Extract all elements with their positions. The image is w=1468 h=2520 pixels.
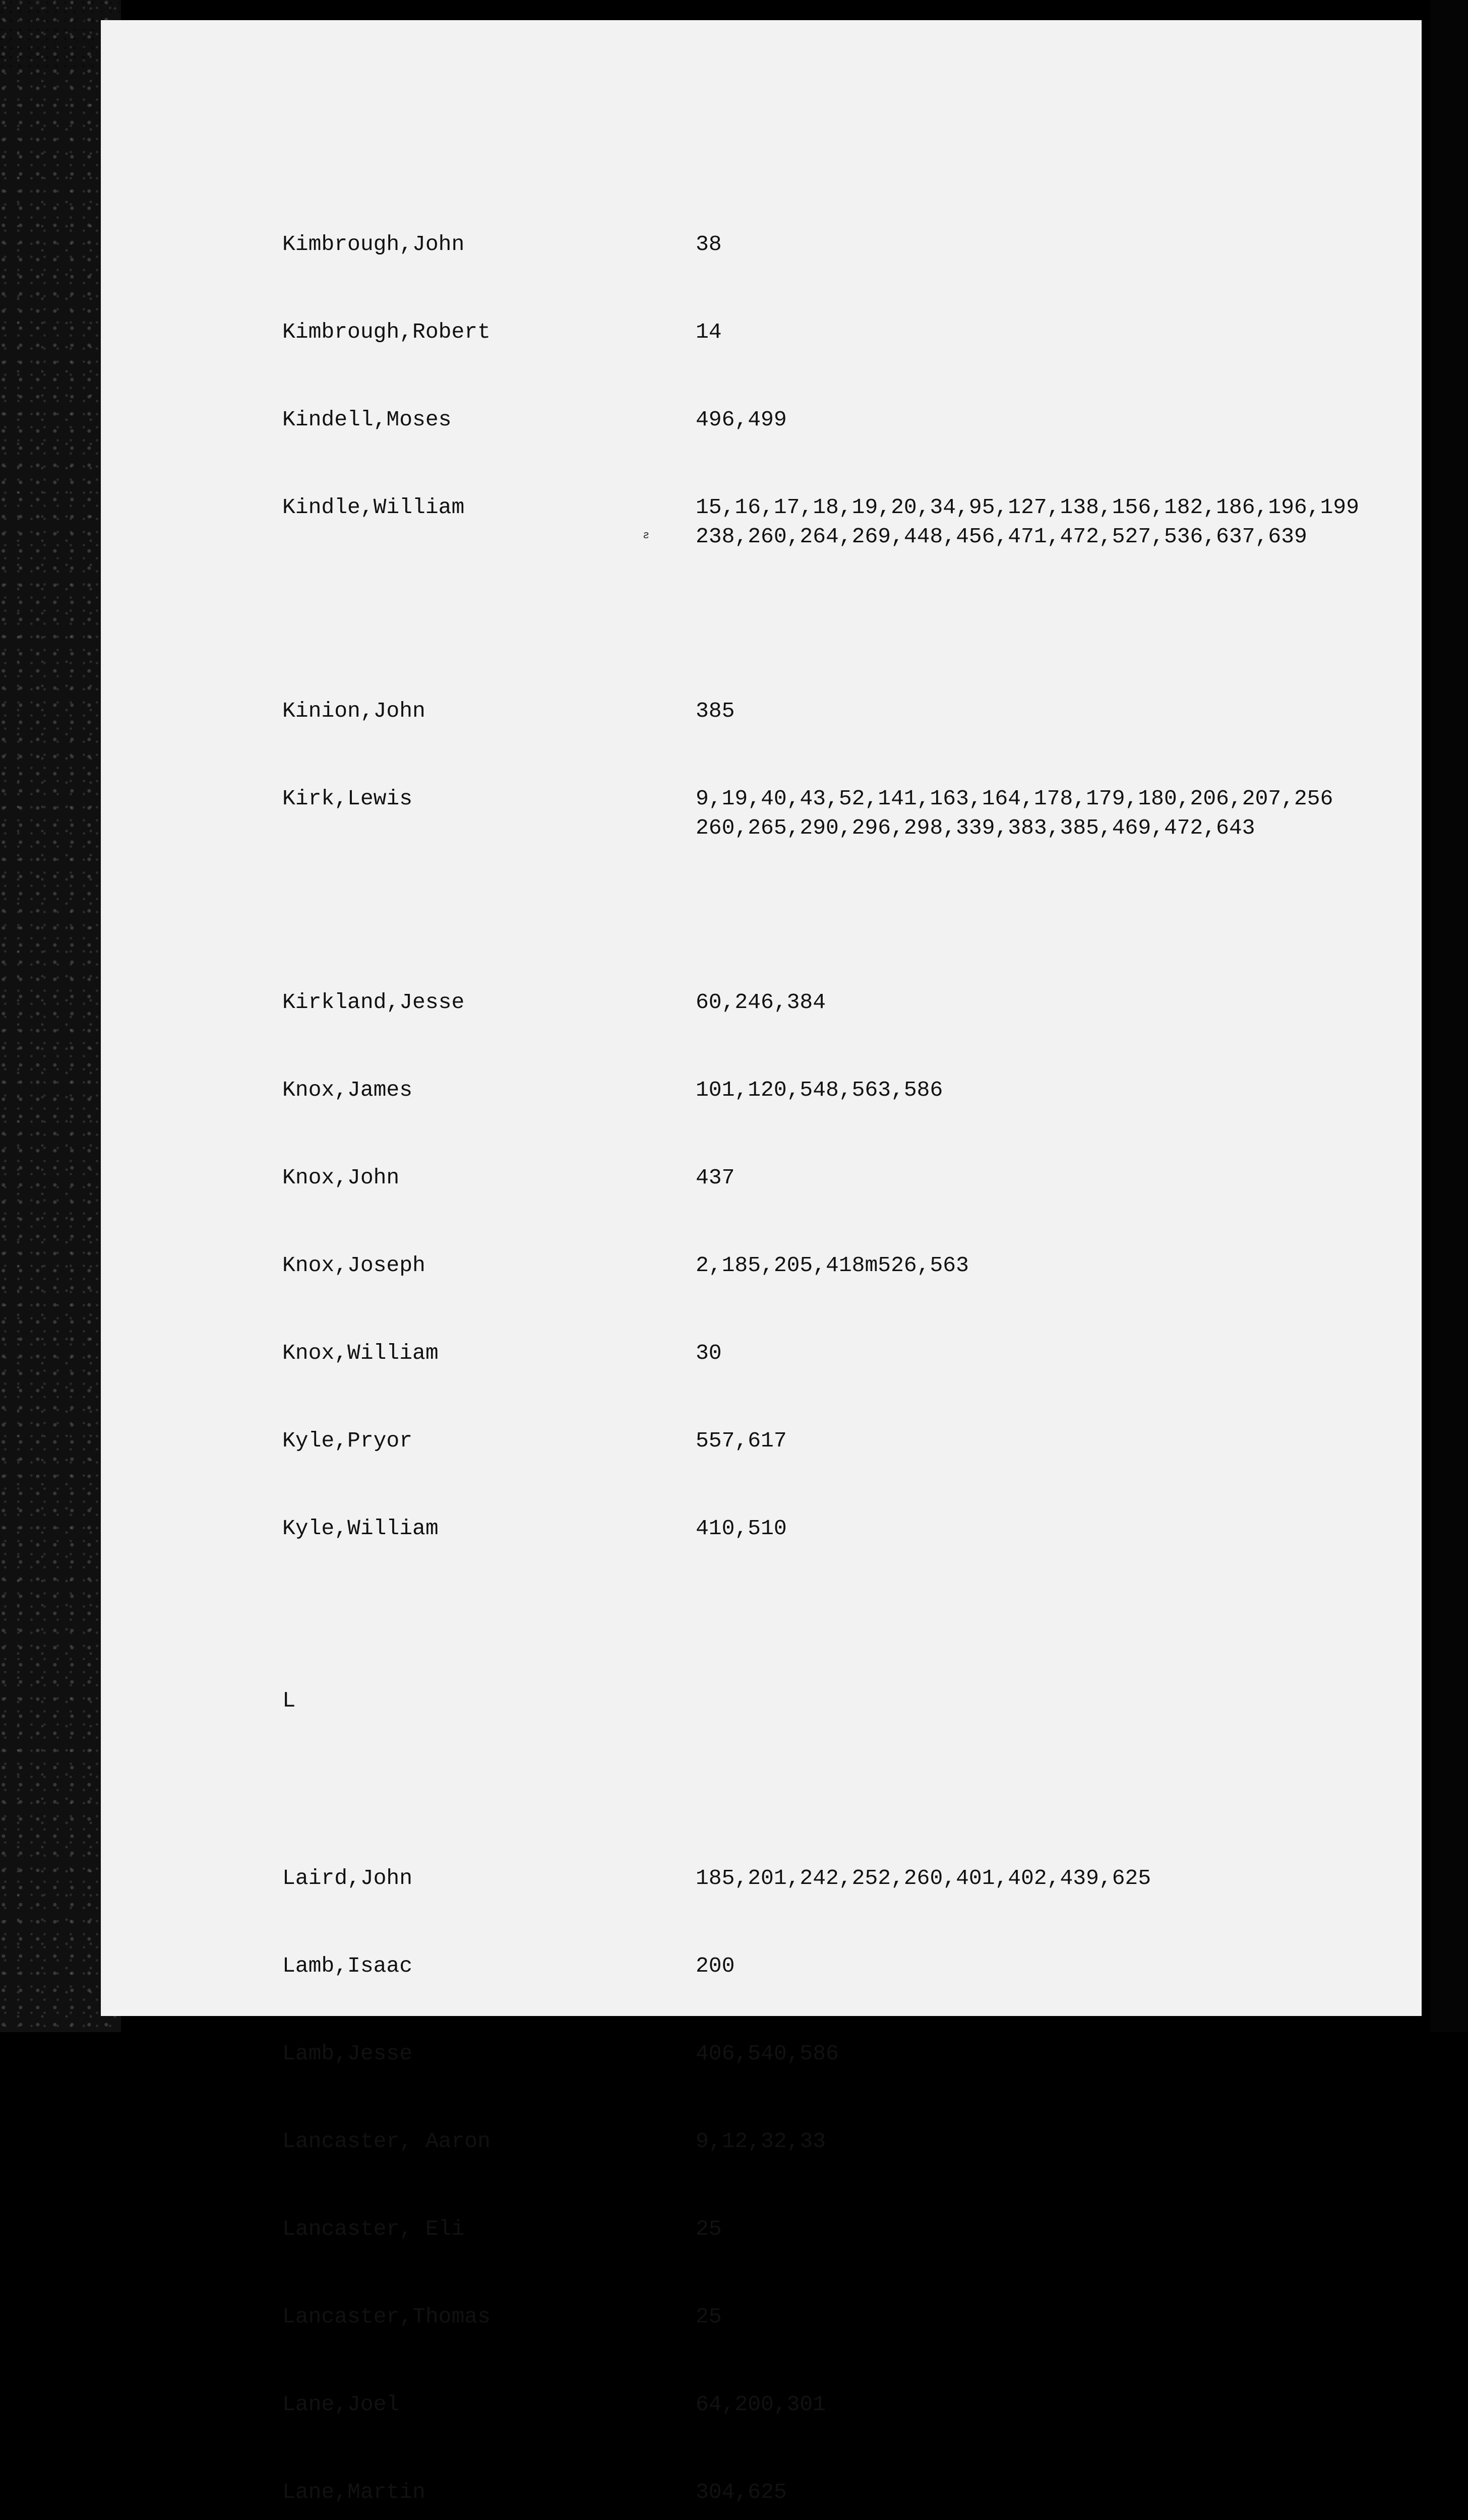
entry-pages: 25 — [696, 2304, 722, 2329]
index-row — [282, 784, 1417, 843]
index-row — [282, 2302, 1417, 2332]
entry-name: Knox,John — [282, 1165, 400, 1190]
entry-pages: 14 — [696, 320, 722, 344]
entry-name: Knox,Joseph — [282, 1253, 425, 1278]
index-row — [282, 1426, 1417, 1456]
entry-pages: 410,510 — [696, 1516, 787, 1541]
entry-name: Lamb,Isaac — [282, 1954, 413, 1978]
entry-pages: 15,16,17,18,19,20,34,95,127,138,156,182,186,196,199 238,260,264,269,448,456,471,472,527,536,637,639 — [696, 495, 1360, 549]
entry-name: Lane,Joel — [282, 2392, 400, 2417]
index-row — [282, 1251, 1417, 1280]
entry-name: Kirkland,Jesse — [282, 990, 465, 1015]
entry-name: Lamb,Jesse — [282, 2041, 413, 2066]
entry-name: Kyle,William — [282, 1516, 439, 1541]
index-row — [282, 405, 1417, 434]
index-row — [282, 493, 1417, 551]
stray-mark: ƨ — [643, 529, 650, 542]
index-row — [282, 2215, 1417, 2244]
entry-pages: 101,120,548,563,586 — [696, 1078, 943, 1102]
index-row — [282, 1076, 1417, 1105]
entry-pages: 60,246,384 — [696, 990, 826, 1015]
index-row — [282, 1163, 1417, 1192]
entry-pages: 30 — [696, 1341, 722, 1365]
entry-pages: 557,617 — [696, 1428, 787, 1453]
entry-gap — [282, 610, 1417, 638]
index-row — [282, 2127, 1417, 2156]
index-row — [282, 1339, 1417, 1368]
entry-pages: 9,19,40,43,52,141,163,164,178,179,180,206,207,256 260,265,290,296,298,339,383,385,469,472,643 — [696, 786, 1333, 840]
right-scan-border — [1430, 0, 1468, 2032]
entry-pages: 406,540,586 — [696, 2041, 839, 2066]
entry-gap — [282, 901, 1417, 929]
entry-pages: 9,12,32,33 — [696, 2129, 826, 2154]
entry-name: Kimbrough,John — [282, 232, 465, 257]
document-page — [101, 20, 1422, 2504]
entry-name: Lancaster, Eli — [282, 2217, 465, 2241]
entry-name: Knox,William — [282, 1341, 439, 1365]
index-row — [282, 988, 1417, 1017]
index-row — [282, 697, 1417, 726]
entry-name: Kirk,Lewis — [282, 786, 413, 811]
entry-pages: 2,185,205,418m526,563 — [696, 1253, 969, 1278]
entry-name: Kyle,Pryor — [282, 1428, 413, 1453]
entry-name: Kimbrough,Robert — [282, 320, 491, 344]
index-row — [282, 2478, 1417, 2507]
index-row — [282, 2039, 1417, 2068]
index-row — [282, 1951, 1417, 1981]
entry-name: Kindle,William — [282, 495, 465, 520]
index-entries — [282, 171, 1417, 2520]
entry-pages: 437 — [696, 1165, 735, 1190]
entry-pages: 25 — [696, 2217, 722, 2241]
entry-pages: 496,499 — [696, 407, 787, 432]
entry-pages: 304,625 — [696, 2480, 787, 2504]
entry-pages: 185,201,242,252,260,401,402,439,625 — [696, 1866, 1151, 1891]
entry-pages: 38 — [696, 232, 722, 257]
section-letter: L — [282, 1688, 296, 1714]
entry-name: Lane,Martin — [282, 2480, 425, 2504]
entry-pages: 64,200,301 — [696, 2392, 826, 2417]
entry-pages: 200 — [696, 1954, 735, 1978]
index-row — [282, 318, 1417, 347]
entry-name: Kindell,Moses — [282, 407, 452, 432]
index-row — [282, 230, 1417, 259]
index-row — [282, 1514, 1417, 1543]
entry-name: Lancaster, Aaron — [282, 2129, 491, 2154]
index-row — [282, 1864, 1417, 1893]
entry-name: Kinion,John — [282, 699, 425, 723]
entry-name: Knox,James — [282, 1078, 413, 1102]
entry-name: Laird,John — [282, 1866, 413, 1891]
entry-pages: 385 — [696, 699, 735, 723]
index-row — [282, 2390, 1417, 2419]
entry-name: Lancaster,Thomas — [282, 2304, 491, 2329]
